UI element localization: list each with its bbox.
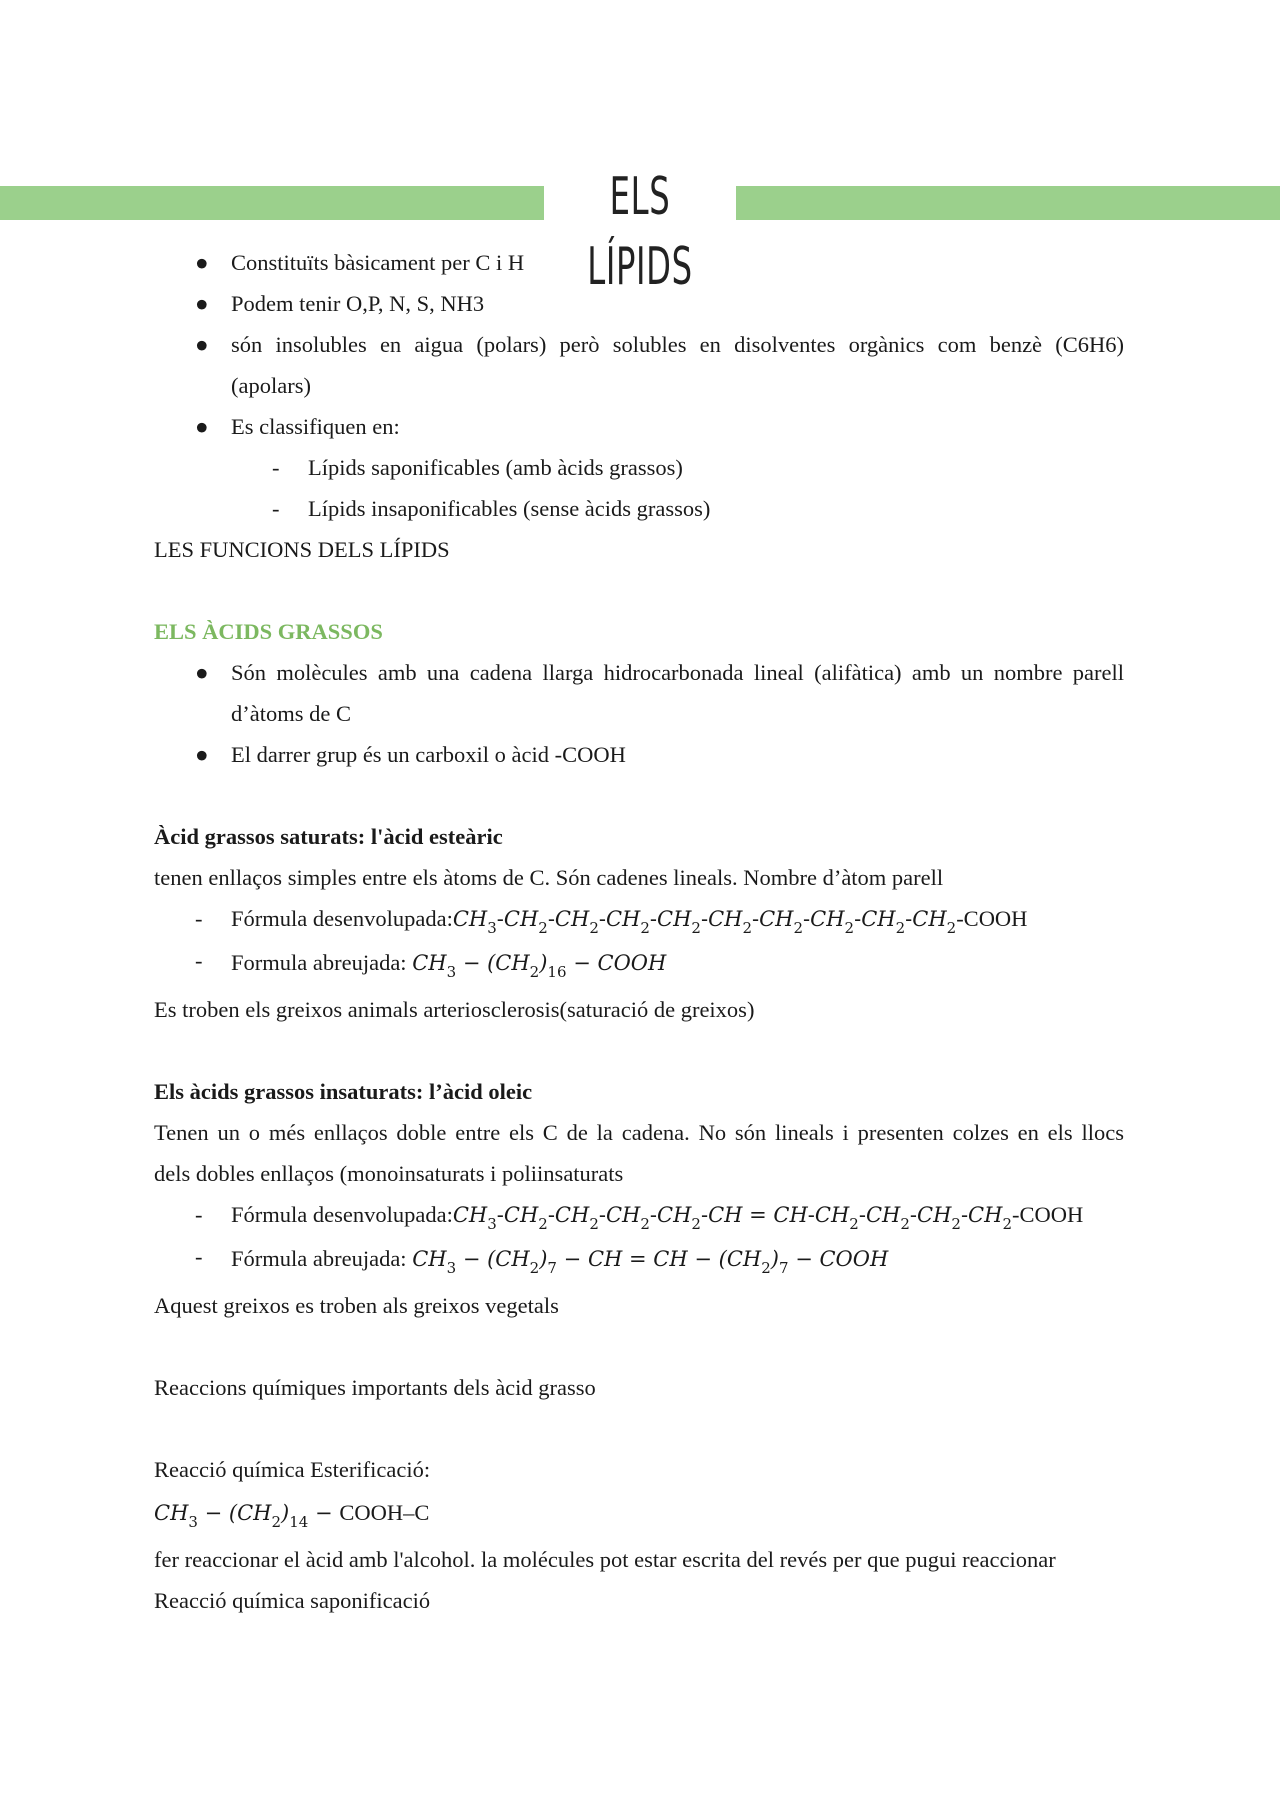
dash-icon: - [272, 455, 280, 480]
bullet-icon: ● [195, 742, 209, 767]
section-heading: ELS ÀCIDS GRASSOS [154, 619, 383, 644]
sub-list-item: - Lípids insaponificables (sense àcids grassos) [154, 488, 1124, 529]
list-item-continuation: d’àtoms de C [231, 701, 351, 726]
dash-icon: - [195, 1202, 203, 1227]
list-item: ● Constituïts bàsicament per C i H [154, 242, 1124, 283]
dash-icon: - [272, 496, 280, 521]
paragraph: dels dobles enllaços (monoinsaturats i poliinsaturats [154, 1161, 624, 1186]
dash-icon: - [195, 1244, 203, 1269]
paragraph: Tenen un o més enllaços doble entre els C de la cadena. No són lineals i presenten colzes en els llocs [154, 1120, 1124, 1145]
sub-list-item: - Lípids saponificables (amb àcids grassos) [154, 447, 1124, 488]
bullet-icon: ● [195, 332, 209, 357]
title-band-left [0, 186, 544, 220]
page-title: ELS LÍPIDS [587, 167, 693, 297]
subsection-heading: Àcid grassos saturats: l'àcid esteàric [154, 824, 503, 849]
formula-abbreviated: $CH_3 - (CH_2)_7$ − CH = CH − $(CH_2)_7$ − COOH [412, 1247, 889, 1277]
paragraph: Reaccions químiques importants dels àcid grasso [154, 1375, 596, 1400]
paragraph: Reacció química saponificació [154, 1588, 431, 1613]
dash-icon: - [195, 906, 203, 931]
dash-icon: - [195, 948, 203, 973]
formula-abbreviated: $CH_3 - (CH_2)_{16}$ − COOH [412, 951, 667, 981]
bullet-icon: ● [195, 291, 209, 316]
paragraph: Reacció química Esterificació: [154, 1457, 431, 1482]
formula-expanded: $CH_3-CH_2-CH_2-CH_2-CH_2-CH = CH-CH_2-CH_2-CH_2-CH_2$ [452, 1203, 1012, 1233]
list-item: ● Podem tenir O,P, N, S, NH3 [154, 283, 1124, 324]
bullet-icon: ● [195, 660, 209, 685]
subsection-heading: Els àcids grassos insaturats: l’àcid oleic [154, 1079, 533, 1104]
paragraph: Es troben els greixos animals arteriosclerosis(saturació de greixos) [154, 997, 755, 1022]
list-item: ● Són molècules amb una cadena llarga hidrocarbonada lineal (alifàtica) amb un nombre parell [154, 652, 1124, 693]
title-band-right [736, 186, 1280, 220]
list-item: ● són insolubles en aigua (polars) però solubles en disolventes orgànics com benzè (C6H6) [154, 324, 1124, 365]
list-item-continuation: (apolars) [231, 373, 311, 398]
formula-item: - Formula abreujada: $CH_3 - (CH_2)_{16}$ − COOH [154, 940, 1124, 989]
section-label: LES FUNCIONS DELS LÍPIDS [154, 537, 450, 562]
paragraph: fer reaccionar el àcid amb l'alcohol. la molécules pot estar escrita del revés per que pugui reaccionar [154, 1547, 1056, 1572]
formula-item: - Fórmula abreujada: $CH_3 - (CH_2)_7$ − CH = CH − $(CH_2)_7$ − COOH [154, 1236, 1124, 1285]
formula-ester: $CH_3 - (CH_2)_{14}$ − [154, 1501, 333, 1531]
formula-line: $CH_3 - (CH_2)_{14}$ − COOH–C [154, 1500, 430, 1531]
list-item: ● Es classifiquen en: [154, 406, 1124, 447]
list-item: ● El darrer grup és un carboxil o àcid -COOH [154, 734, 1124, 775]
paragraph: tenen enllaços simples entre els àtoms de C. Són cadenes lineals. Nombre d’àtom parell [154, 865, 944, 890]
bullet-icon: ● [195, 250, 209, 275]
bullet-icon: ● [195, 414, 209, 439]
paragraph: Aquest greixos es troben als greixos vegetals [154, 1293, 559, 1318]
formula-item: - Fórmula $desenvolupada:CH_3-CH_2-CH_2-CH_2-CH_2-CH_2-CH_2-CH_2-CH_2-CH_2$-COOH [154, 898, 1124, 940]
formula-expanded: $CH_3-CH_2-CH_2-CH_2-CH_2-CH_2-CH_2-CH_2-CH_2-CH_2$ [452, 907, 957, 937]
document-body [154, 242, 1124, 1621]
formula-item: - Fórmula $desenvolupada:CH_3-CH_2-CH_2-CH_2-CH_2-CH$ = $CH-CH_2-CH_2-CH_2-CH_2$-COOH [154, 1194, 1124, 1236]
